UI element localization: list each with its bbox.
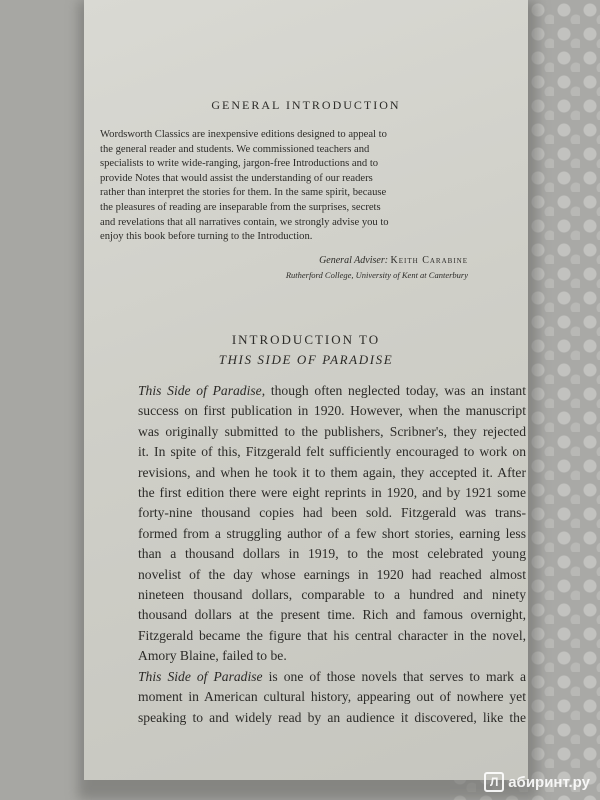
introduction-heading: INTRODUCTION TO <box>231 332 381 347</box>
body-line <box>138 442 526 462</box>
body-line-text: thousand dollars at the present time. Rich and famous overnight, <box>138 607 526 623</box>
gi-line: the pleasures of reading are inseparable from the surprises, secrets <box>100 201 381 213</box>
body-line-text: formed from a struggling author of a few short stories, earning less <box>138 525 526 541</box>
body-line <box>138 524 526 544</box>
body-line <box>138 422 526 442</box>
body-line-text: nineteen thousand dollars, comparable to a hundred and ninety <box>138 587 526 603</box>
gi-line: rather than interpret the stories for them. In the same spirit, because <box>100 187 387 199</box>
body-line-text: the first edition there were eight reprints in 1920, and by 1921 some <box>138 485 526 501</box>
gi-line: provide Notes that would assist the understanding of our readers <box>100 172 373 184</box>
introduction-body <box>138 381 526 728</box>
body-line-text: novelist of the day whose earnings in 1920 had reached almost <box>138 566 526 582</box>
labirint-logo-icon: Л <box>484 772 504 792</box>
body-line-text: forty-nine thousand copies had been sold. Fitzgerald was trans- <box>138 505 526 521</box>
body-line <box>138 565 526 585</box>
body-line <box>138 708 526 728</box>
book-title-italic: This Side of Paradise <box>138 383 262 398</box>
body-line <box>138 381 526 401</box>
introduction-subtitle: THIS SIDE OF PARADISE <box>218 352 394 367</box>
gi-line: enjoy this book before turning to the Introduction. <box>100 231 313 243</box>
body-line-text: success on first publication in 1920. However, when the manuscript <box>138 403 526 419</box>
body-line-text: was originally submitted to the publishers, Scribner's, they rejected <box>138 423 526 439</box>
body-line-text: Amory Blaine, failed to be. <box>138 648 287 664</box>
body-line <box>138 585 526 605</box>
body-line-text: moment in American cultural history, appearing out of nowhere yet <box>138 689 526 705</box>
watermark <box>484 772 590 792</box>
body-line <box>138 544 526 564</box>
body-line <box>138 463 526 483</box>
book-page <box>84 0 528 780</box>
body-line <box>138 646 526 666</box>
body-line <box>138 626 526 646</box>
body-line <box>138 605 526 625</box>
body-line <box>138 503 526 523</box>
adviser-name: Keith Carabine <box>390 255 468 266</box>
body-line-text: , though often neglected today, was an instant <box>261 383 526 398</box>
body-line <box>138 483 526 503</box>
watermark-text: абиринт.ру <box>508 773 590 791</box>
general-introduction-text <box>100 128 500 245</box>
body-line-text: than a thousand dollars in 1919, to the most celebrated young <box>138 546 526 562</box>
general-introduction-heading: GENERAL INTRODUCTION <box>211 98 401 112</box>
body-line-text: is one of those novels that serves to mark a <box>262 668 526 684</box>
gi-line: the general reader and students. We commissioned teachers and <box>100 143 370 155</box>
body-line <box>138 401 526 421</box>
gi-line: and revelations that all narratives contain, we strongly advise you to <box>100 216 389 228</box>
body-line <box>138 687 526 707</box>
book-title-italic: This Side of Paradise <box>138 668 263 684</box>
body-line <box>138 667 526 687</box>
body-line-text: Fitzgerald became the figure that his central character in the novel, <box>138 627 526 643</box>
gi-line: specialists to write wide-ranging, jargon-free Introductions and to <box>100 158 379 170</box>
body-line-text: revisions, and when he took it to them again, they accepted it. After <box>138 464 526 480</box>
adviser-credit <box>286 253 468 283</box>
body-line-text: it. In spite of this, Fitzgerald felt sufficiently encouraged to work on <box>138 444 526 460</box>
adviser-college: Rutherford College, University of Kent at Canterbury <box>285 270 468 280</box>
adviser-role: General Adviser: <box>319 255 389 266</box>
gi-line: Wordsworth Classics are inexpensive editions designed to appeal to <box>100 129 387 140</box>
body-line-text: speaking to and widely read by an audience it discovered, like the <box>138 709 526 725</box>
